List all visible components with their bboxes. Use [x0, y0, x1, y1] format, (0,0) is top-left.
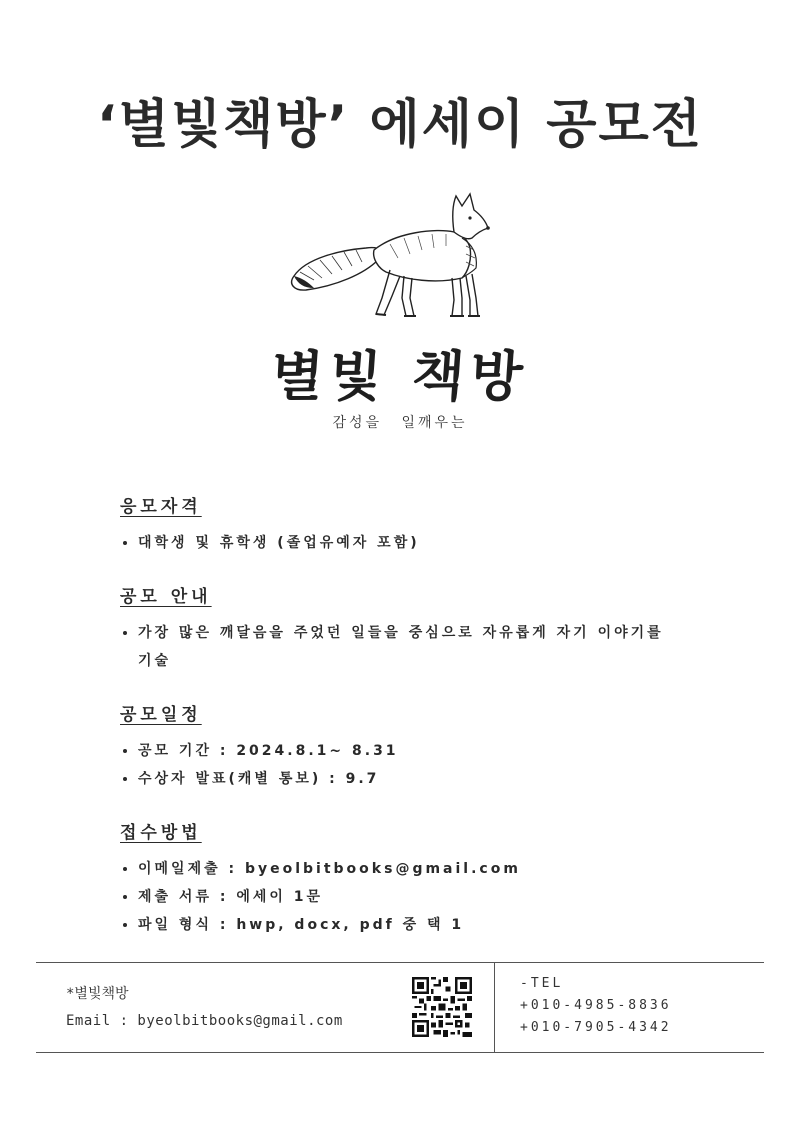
qr-code-icon[interactable] — [412, 977, 472, 1037]
footer-divider — [494, 963, 495, 1052]
section-heading: 접수방법 — [120, 823, 202, 843]
footer-email: Email : byeolbitbooks@gmail.com — [66, 1013, 343, 1029]
list-item: 제출 서류 : 에세이 1문 — [138, 883, 720, 911]
list-item: 대학생 및 휴학생 (졸업유예자 포함) — [138, 529, 720, 557]
section-heading: 응모자격 — [120, 497, 202, 517]
phone-number: +010-7905-4342 — [520, 1020, 672, 1035]
brand-logo-text: 별빛 책방 — [268, 344, 531, 408]
section-eligibility — [120, 492, 720, 557]
list-item: 가장 많은 깨달음을 주었던 일들을 중심으로 자유롭게 자기 이야기를 기술 — [138, 619, 668, 675]
section-guide — [120, 582, 720, 675]
fox-illustration — [286, 188, 496, 323]
brand-tagline: 감성을 일깨우는 — [332, 415, 468, 431]
section-heading: 공모 안내 — [120, 587, 212, 607]
contact-footer — [36, 962, 764, 1053]
list-item: 파일 형식 : hwp, docx, pdf 중 택 1 — [138, 911, 720, 939]
section-heading: 공모일정 — [120, 705, 202, 725]
list-item: 이메일제출 : byeolbitbooks@gmail.com — [138, 855, 720, 883]
section-schedule — [120, 700, 720, 793]
section-submission — [120, 818, 720, 939]
tel-label: -TEL — [520, 976, 564, 991]
list-item: 수상자 발표(캐별 통보) : 9.7 — [138, 765, 720, 793]
poster-title: ‘별빛책방’ 에세이 공모전 — [96, 95, 704, 155]
phone-number: +010-4985-8836 — [520, 998, 672, 1013]
footer-brand-name: *별빛책방 — [66, 986, 129, 1002]
list-item: 공모 기간 : 2024.8.1~ 8.31 — [138, 737, 720, 765]
